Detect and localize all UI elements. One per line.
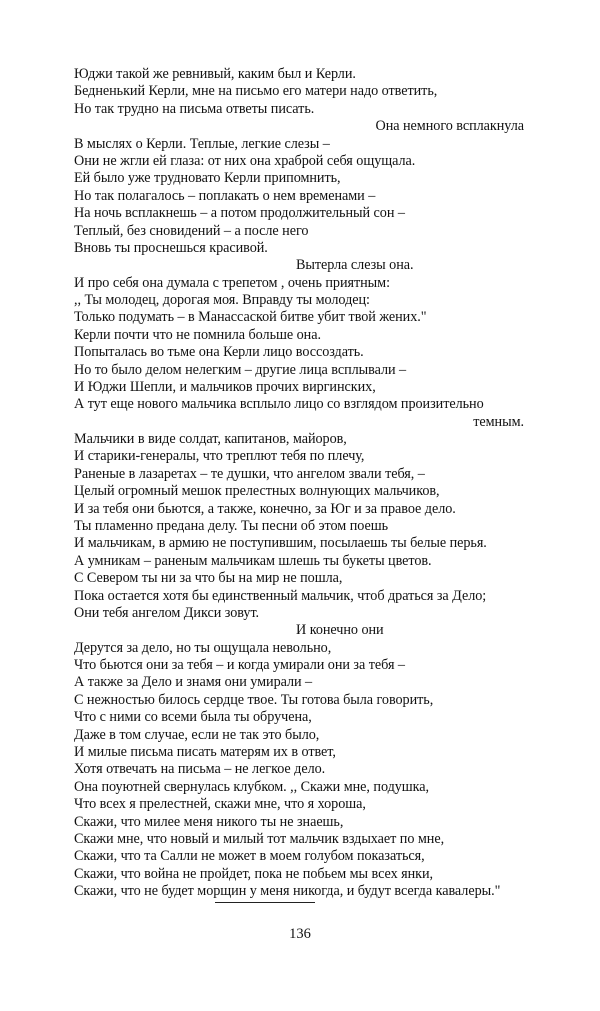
poem-stanza-1	[74, 66, 524, 431]
poem-line: темным.	[473, 413, 524, 430]
poem-line: Бедненький Керли, мне на письмо его матери надо ответить,	[74, 83, 438, 100]
poem-line: А тут еще нового мальчика всплыло лицо со взглядом произительно	[74, 396, 484, 413]
poem-line: Но так трудно на письма ответы писать.	[74, 100, 315, 117]
poem-line: Керли почти что не помнила больше она.	[74, 326, 321, 343]
poem-line: Теплый, без сновидений – а после него	[74, 222, 309, 239]
poem-line: И конечно они	[296, 622, 384, 639]
poem-line: Они не жгли ей глаза: от них она храброй себя ощущала.	[74, 152, 416, 169]
poem-line: Мальчики в виде солдат, капитанов, майоров,	[74, 431, 347, 447]
poem-line: Пока остается хотя бы единственный мальчик, чтоб драться за Дело;	[74, 587, 487, 604]
poem-line: Скажи, что война не пройдет, пока не побьем мы всех янки,	[74, 865, 434, 882]
poem-line: Что с ними со всеми была ты обручена,	[74, 709, 312, 726]
poem-line: ,, Ты молодец, дорогая моя. Вправду ты молодец:	[74, 292, 370, 309]
poem-line: И Юджи Шепли, и мальчиков прочих виргинских,	[74, 379, 376, 396]
poem-line: С нежностью билось сердце твое. Ты готова была говорить,	[74, 691, 434, 708]
poem-line: Она поуютней свернулась клубком. ,, Скажи мне, подушка,	[74, 778, 430, 795]
poem-line: С Севером ты ни за что бы на мир не пошла,	[74, 570, 343, 587]
poem-line: Ей было уже трудновато Керли припомнить,	[74, 170, 341, 187]
poem-line: Вытерла слезы она.	[296, 257, 414, 274]
poem-line: Скажи, что та Салли не может в моем голубом показаться,	[74, 848, 425, 865]
poem-line: Дерутся за дело, но ты ощущала невольно,	[74, 639, 332, 656]
poem-line: Раненые в лазаретах – те душки, что ангелом звали тебя, –	[74, 465, 425, 482]
poem-line: Попыталась во тьме она Керли лицо воссоздать.	[74, 344, 364, 361]
poem-line: В мыслях о Керли. Теплые, легкие слезы –	[74, 135, 330, 152]
poem-line: И за тебя они бьются, а также, конечно, за Юг и за правое дело.	[74, 500, 456, 517]
poem-line: Даже в том случае, если не так это было,	[74, 726, 320, 743]
poem-line: Юджи такой же ревнивый, каким был и Керли.	[74, 66, 356, 82]
poem-line: Скажи, что милее меня никого ты не знаешь,	[74, 813, 344, 830]
poem-line: Что всех я прелестней, скажи мне, что я хороша,	[74, 796, 366, 813]
poem-line: И про себя она думала с трепетом , очень приятным:	[74, 274, 390, 291]
poem-line: Вновь ты проснешься красивой.	[74, 239, 268, 256]
poem-line: На ночь всплакнешь – а потом продолжительный сон –	[74, 205, 405, 222]
poem-line: Она немного всплакнула	[375, 118, 524, 135]
page-number: 136	[289, 926, 311, 942]
poem-line: Хотя отвечать на письма – не легкое дело.	[74, 761, 326, 778]
poem-line: Но то было делом нелегким – другие лица всплывали –	[74, 361, 407, 378]
poem-line: А умникам – раненым мальчикам шлешь ты букеты цветов.	[74, 552, 432, 569]
poem-line: Что бьются они за тебя – и когда умирали они за тебя –	[74, 657, 405, 674]
poem-line: Целый огромный мешок прелестных волнующих мальчиков,	[74, 483, 440, 500]
poem-line: И мальчикам, в армию не поступившим, посылаешь ты белые перья.	[74, 535, 487, 552]
poem-line: А также за Дело и знамя они умирали –	[74, 674, 313, 691]
poem-line: И милые письма писать матерям их в ответ,	[74, 744, 336, 761]
poem-line: Но так полагалось – поплакать о нем временами –	[74, 187, 376, 204]
poem-line: Ты пламенно предана делу. Ты песни об этом поешь	[74, 517, 388, 534]
poem-line: Они тебя ангелом Дикси зовут.	[74, 604, 260, 621]
poem-line: И старики-генералы, что треплют тебя по плечу,	[74, 448, 365, 465]
footer-divider	[215, 902, 315, 903]
poem-line: Только подумать – в Манассаской битве убит твой жених."	[74, 309, 427, 326]
poem-line: Скажи, что не будет морщин у меня никогда, и будут всегда кавалеры."	[74, 883, 501, 900]
poem-line: Скажи мне, что новый и милый тот мальчик вздыхает по мне,	[74, 830, 445, 847]
poem-stanza-2	[74, 431, 524, 901]
